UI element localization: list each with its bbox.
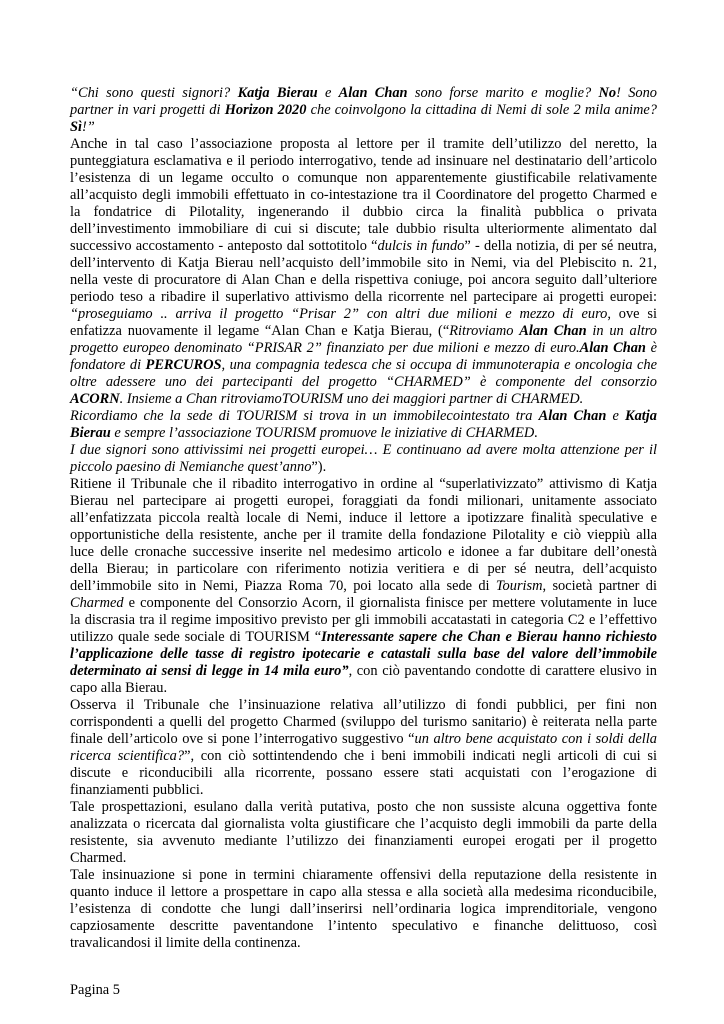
body-paragraph <box>70 697 657 799</box>
text-line <box>70 748 657 765</box>
text-run: , con ciò paventando condotte di carattere elusivo in <box>348 663 657 679</box>
text-line <box>70 561 657 578</box>
text-line <box>70 731 657 748</box>
text-line <box>70 714 657 731</box>
text-line <box>70 765 657 782</box>
italic-text-run: progetto europeo denominato “PRISAR 2” finanziato per due milioni e mezzo di euro. <box>70 340 580 356</box>
text-line <box>70 255 657 272</box>
bold-text-run: Interessante sapere che Chan e Bierau hanno richiesto <box>321 629 657 645</box>
text-line <box>70 833 657 850</box>
text-run: corrispondenti a quelli del progetto Charmed (sviluppo del turismo sanitario) è reiterata nella parte <box>70 714 657 730</box>
text-run: la discrasia tra il regime impositivo previsto per gli immobili accatastati in categoria C2 e l’effettivo <box>70 612 657 628</box>
italic-text-run: I due signori sono attivissimi nei progetti europei… E continuano ad avere molta attenzione per il <box>70 442 657 458</box>
italic-text-run: Charmed <box>70 595 124 611</box>
bold-text-run: Bierau <box>70 425 111 441</box>
text-line <box>70 238 657 255</box>
text-line <box>70 867 657 884</box>
text-line <box>70 85 657 102</box>
bold-text-run: Horizon 2020 <box>224 102 307 118</box>
bold-text-run: ACORN <box>70 391 120 407</box>
text-run: enfatizza nuovamente il legame “Alan Chan e Katja Bierau, (“ <box>70 323 450 339</box>
text-run: successivo accostamento - anteposto dal sottotitolo “ <box>70 238 378 254</box>
italic-text-run: oltre adessere uno dei partecipanti del progetto “CHARMED” è componente del consorzio <box>70 374 657 390</box>
text-line <box>70 476 657 493</box>
page-number: Pagina 5 <box>70 982 120 998</box>
italic-text-run: ricerca scientifica? <box>70 748 185 764</box>
text-run: periodo teso a ribadire il superlativo attivismo della ricorrente nel partecipare ai progetti europei: <box>70 289 657 305</box>
text-run: , ove si <box>607 306 657 322</box>
italic-text-run: partner in vari progetti di <box>70 102 225 118</box>
italic-text-run: dulcis in fundo <box>377 238 465 254</box>
italic-text-run: sono forse marito e moglie? <box>407 85 599 101</box>
body-paragraph <box>70 136 657 408</box>
body-paragraph <box>70 476 657 697</box>
text-run: della Bierau; in particolare con riferimento notizia veritiera e di per sé neutra, dell’acquisto <box>70 561 657 577</box>
text-line <box>70 272 657 289</box>
bold-text-run: Katja <box>624 408 657 424</box>
text-run: opportunistiche della resistente, anche per il tramite della fondazione Pilotality e ciò vieppiù alla <box>70 527 657 543</box>
body-paragraph <box>70 85 657 136</box>
italic-text-run: è <box>645 340 657 356</box>
text-line <box>70 289 657 306</box>
text-line <box>70 697 657 714</box>
italic-text-run: Ritroviamo <box>449 323 520 339</box>
text-line <box>70 680 657 697</box>
text-run: all’acquisto degli immobili effettuato in co-intestazione tra il Coordinatore del progetto Charmed e <box>70 187 657 203</box>
text-line <box>70 204 657 221</box>
bold-text-run: Alan Chan <box>538 408 607 424</box>
text-run: finale dell’articolo ove si pone l’interrogativo suggestivo “ <box>70 731 415 747</box>
document-body <box>70 85 657 952</box>
bold-text-run: Sì <box>70 119 83 135</box>
text-line <box>70 170 657 187</box>
text-line <box>70 391 657 408</box>
text-run: Charmed. <box>70 850 127 866</box>
bold-text-run: Alan Chan <box>579 340 646 356</box>
text-run: resistente, sia avvenuto mediante l’utilizzo dei finanziamenti europei erogati per il progetto <box>70 833 657 849</box>
text-run: finanziamenti pubblici. <box>70 782 204 798</box>
text-run: Osserva il Tribunale che l’insinuazione relativa all’utilizzo di fondi pubblici, per fini non <box>70 697 657 713</box>
text-run: travalicandosi il limite della continenza. <box>70 935 301 951</box>
text-line <box>70 901 657 918</box>
text-run: Bierau nel partecipare ai progetti europei, foraggiati da fondi milionari, unitamente associato <box>70 493 657 509</box>
text-line <box>70 782 657 799</box>
text-line <box>70 374 657 391</box>
text-line <box>70 493 657 510</box>
bold-text-run: PERCUROS <box>145 357 222 373</box>
text-line <box>70 799 657 816</box>
italic-text-run: “proseguiamo .. arriva il progetto “Prisar 2” con altri due milioni e mezzo di euro <box>70 306 608 322</box>
text-line <box>70 425 657 442</box>
bold-text-run: Alan Chan <box>338 85 408 101</box>
italic-text-run: fondatore di <box>70 357 146 373</box>
text-run: analizzata o ricercata dal giornalista volta giustificare che l’acquisto degli immobili da parte della <box>70 816 657 832</box>
italic-text-run: ! Sono <box>616 85 657 101</box>
text-line <box>70 612 657 629</box>
text-line <box>70 459 657 476</box>
italic-text-run: in un altro <box>586 323 657 339</box>
text-line <box>70 119 657 136</box>
body-paragraph <box>70 408 657 442</box>
text-line <box>70 884 657 901</box>
text-run: ”). <box>311 459 327 475</box>
text-line <box>70 357 657 374</box>
bold-text-run: Katja Bierau <box>237 85 318 101</box>
text-run: punteggiatura esclamativa e il periodo interrogativo, tende ad insinuare nel destinatario dell’articolo <box>70 153 657 169</box>
text-line <box>70 595 657 612</box>
text-line <box>70 918 657 935</box>
text-line <box>70 544 657 561</box>
text-run: Tale insinuazione si pone in termini chiaramente offensivi della reputazione della resistente in <box>70 867 657 883</box>
bold-text-run: Alan Chan <box>519 323 587 339</box>
bold-text-run: determinato ai sensi di legge in 14 mila euro” <box>70 663 349 679</box>
body-paragraph <box>70 867 657 952</box>
text-run: Ritiene il Tribunale che il ribadito interrogativo in ordine al “superlativizzato” attivismo di Katja <box>70 476 657 492</box>
text-line <box>70 527 657 544</box>
body-paragraph <box>70 799 657 867</box>
text-line <box>70 816 657 833</box>
text-line <box>70 629 657 646</box>
text-line <box>70 153 657 170</box>
text-line <box>70 136 657 153</box>
italic-text-run: e <box>606 408 625 424</box>
italic-text-run: !” <box>82 119 95 135</box>
text-line <box>70 408 657 425</box>
text-line <box>70 510 657 527</box>
text-run: all’enfatizzata piccola realtà locale di Nemi, induce il lettore a ipotizzare finalità speculative e <box>70 510 657 526</box>
text-run: la fondatrice di Pilotality, ingenerando il dubbio circa la finalità pubblica o privata <box>70 204 657 220</box>
italic-text-run: e <box>317 85 339 101</box>
text-run: ”, con ciò sottintendendo che i beni immobili indicati negli articoli di cui si <box>184 748 657 764</box>
text-line <box>70 646 657 663</box>
text-line <box>70 935 657 952</box>
text-run: l’esistenza di un legame occulto o comunque non apparentemente giustificabile relativamente <box>70 170 657 186</box>
text-line <box>70 663 657 680</box>
text-run: utilizzo quale sede sociale di TOURISM “ <box>70 629 322 645</box>
text-line <box>70 323 657 340</box>
text-run: dell’investimento immobiliare di cui si discute; tale dubbio risulta ulteriormente alimentato dal <box>70 221 657 237</box>
italic-text-run: “Chi sono questi signori? <box>70 85 238 101</box>
text-line <box>70 221 657 238</box>
italic-text-run: un altro bene acquistato con i soldi della <box>414 731 657 747</box>
text-run: capo alla Bierau. <box>70 680 168 696</box>
italic-text-run: , una compagnia tedesca che si occupa di immunoterapia e oncologia che <box>221 357 657 373</box>
text-line <box>70 442 657 459</box>
body-paragraph <box>70 442 657 476</box>
text-run: nella veste di procuratore di Alan Chan e della rispettiva coniuge, poi ancora seguito dall’ulteriore <box>70 272 657 288</box>
text-run: capziosamente descritte paventandone l’intento speculativo e finanche delittuoso, così <box>70 918 657 934</box>
bold-text-run: l’applicazione delle tasse di registro ipotecarie e catastali sulla base del valore dell’immobile <box>70 646 657 662</box>
text-run: e componente del Consorzio Acorn, il giornalista finisce per mettere volutamente in luce <box>123 595 657 611</box>
italic-text-run: che coinvolgono la cittadina di Nemi di sole 2 mila anime? <box>306 102 657 118</box>
text-line <box>70 187 657 204</box>
text-run: dell’immobile sito in Nemi, Piazza Roma 70, poi locato alla sede di <box>70 578 496 594</box>
text-line <box>70 850 657 867</box>
text-line <box>70 578 657 595</box>
text-run: quanto induce il lettore a prospettare in capo alla stessa e alla società alla medesima riconducibile, <box>70 884 657 900</box>
italic-text-run: Tourism <box>495 578 543 594</box>
text-line <box>70 102 657 119</box>
text-run: , società partner di <box>542 578 657 594</box>
text-line <box>70 340 657 357</box>
text-run: dell’intervento di Katja Bierau nell’acquisto dell’immobile sito in Nemi, via del Plebiscito n. 21, <box>70 255 657 271</box>
italic-text-run: piccolo paesino di Nemianche quest’anno <box>70 459 312 475</box>
italic-text-run: Ricordiamo che la sede di TOURISM si trova in un immobilecointestato tra <box>70 408 539 424</box>
text-run: ” - della notizia, di per sé neutra, <box>464 238 657 254</box>
text-run: l’esistenza di condotte che lungi dall’inserirsi nell’ordinaria logica imprenditoriale, vengono <box>70 901 657 917</box>
text-run: discute e riconducibili alla ricorrente, possano essere stati acquistati con l’erogazione di <box>70 765 657 781</box>
italic-text-run: . Insieme a Chan ritroviamoTOURISM uno dei maggiori partner di CHARMED. <box>119 391 584 407</box>
text-run: luce delle cronache successive inserite nel medesimo articolo e idonee a far dubitare dell’onestà <box>70 544 657 560</box>
text-line <box>70 306 657 323</box>
italic-text-run: e sempre l’associazione TOURISM promuove le iniziative di CHARMED. <box>110 425 538 441</box>
bold-text-run: No <box>598 85 617 101</box>
text-run: Anche in tal caso l’associazione proposta al lettore per il tramite dell’utilizzo del neretto, la <box>70 136 657 152</box>
text-run: Tale prospettazioni, esulano dalla verità putativa, posto che non sussiste alcuna oggettiva fonte <box>70 799 657 815</box>
